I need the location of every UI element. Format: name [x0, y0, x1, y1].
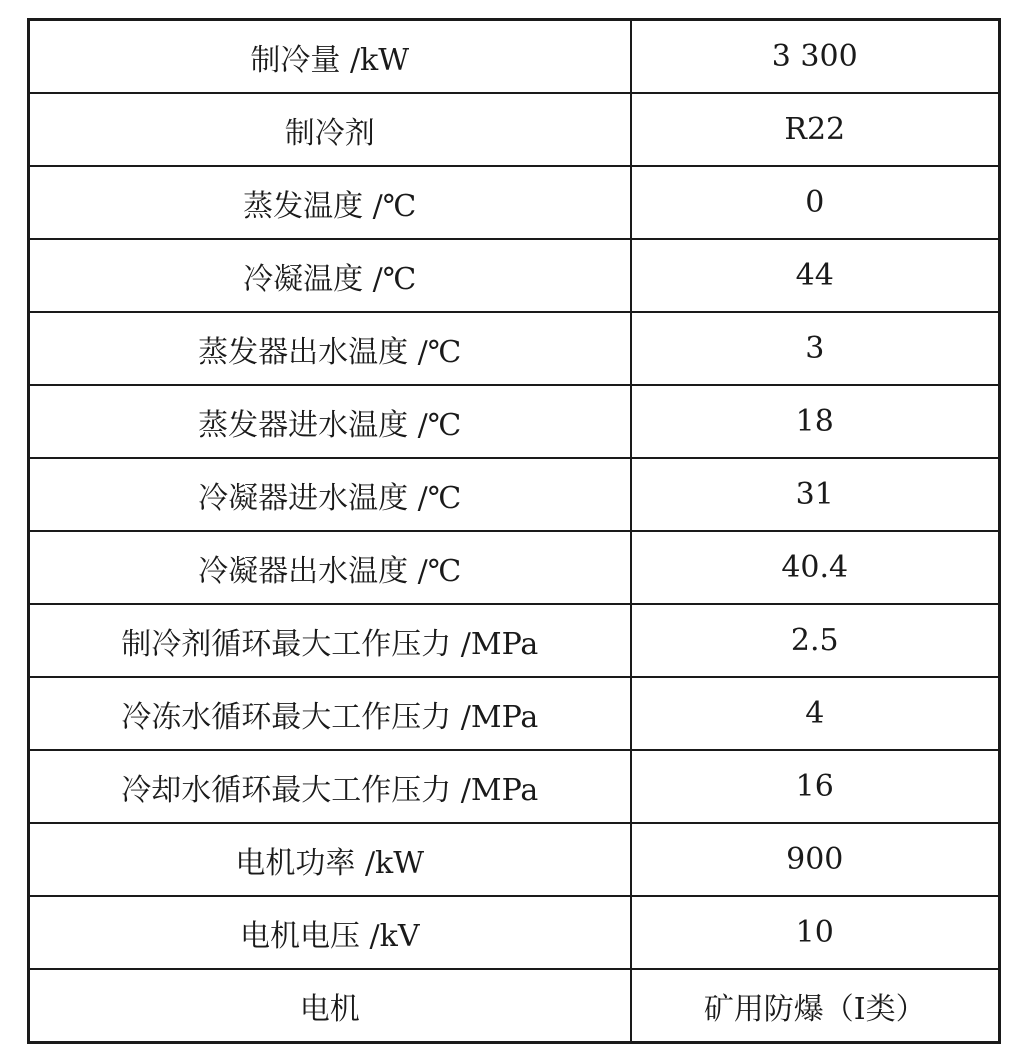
param-cell: 电机功率 /kW [29, 823, 631, 896]
value-cell: 4 [631, 677, 1000, 750]
table-row [29, 385, 1000, 458]
value-cell: 0 [631, 166, 1000, 239]
param-cell: 蒸发器出水温度 /℃ [29, 312, 631, 385]
value-cell: 16 [631, 750, 1000, 823]
param-cell: 冷凝器进水温度 /℃ [29, 458, 631, 531]
param-cell: 制冷剂循环最大工作压力 /MPa [29, 604, 631, 677]
value-cell: 3 300 [631, 20, 1000, 94]
value-cell: 10 [631, 896, 1000, 969]
param-cell: 蒸发温度 /℃ [29, 166, 631, 239]
param-cell: 冷凝温度 /℃ [29, 239, 631, 312]
value-cell: 2.5 [631, 604, 1000, 677]
table-row [29, 93, 1000, 166]
table-row [29, 969, 1000, 1043]
table-row [29, 677, 1000, 750]
value-cell: 40.4 [631, 531, 1000, 604]
spec-table [27, 18, 1001, 1044]
table-row [29, 531, 1000, 604]
value-cell: 18 [631, 385, 1000, 458]
value-cell: 900 [631, 823, 1000, 896]
table-row [29, 823, 1000, 896]
table-row [29, 750, 1000, 823]
value-cell: 3 [631, 312, 1000, 385]
table-row [29, 896, 1000, 969]
value-cell: 44 [631, 239, 1000, 312]
table-row [29, 312, 1000, 385]
param-cell: 制冷量 /kW [29, 20, 631, 94]
param-cell: 制冷剂 [29, 93, 631, 166]
table-row [29, 239, 1000, 312]
param-cell: 冷却水循环最大工作压力 /MPa [29, 750, 631, 823]
table-row [29, 20, 1000, 94]
param-cell: 电机电压 /kV [29, 896, 631, 969]
param-cell: 蒸发器进水温度 /℃ [29, 385, 631, 458]
table-row [29, 458, 1000, 531]
table-row [29, 604, 1000, 677]
param-cell: 冷冻水循环最大工作压力 /MPa [29, 677, 631, 750]
param-cell: 电机 [29, 969, 631, 1043]
value-cell: R22 [631, 93, 1000, 166]
table-row [29, 166, 1000, 239]
value-cell: 31 [631, 458, 1000, 531]
value-cell: 矿用防爆（Ⅰ类） [631, 969, 1000, 1043]
param-cell: 冷凝器出水温度 /℃ [29, 531, 631, 604]
